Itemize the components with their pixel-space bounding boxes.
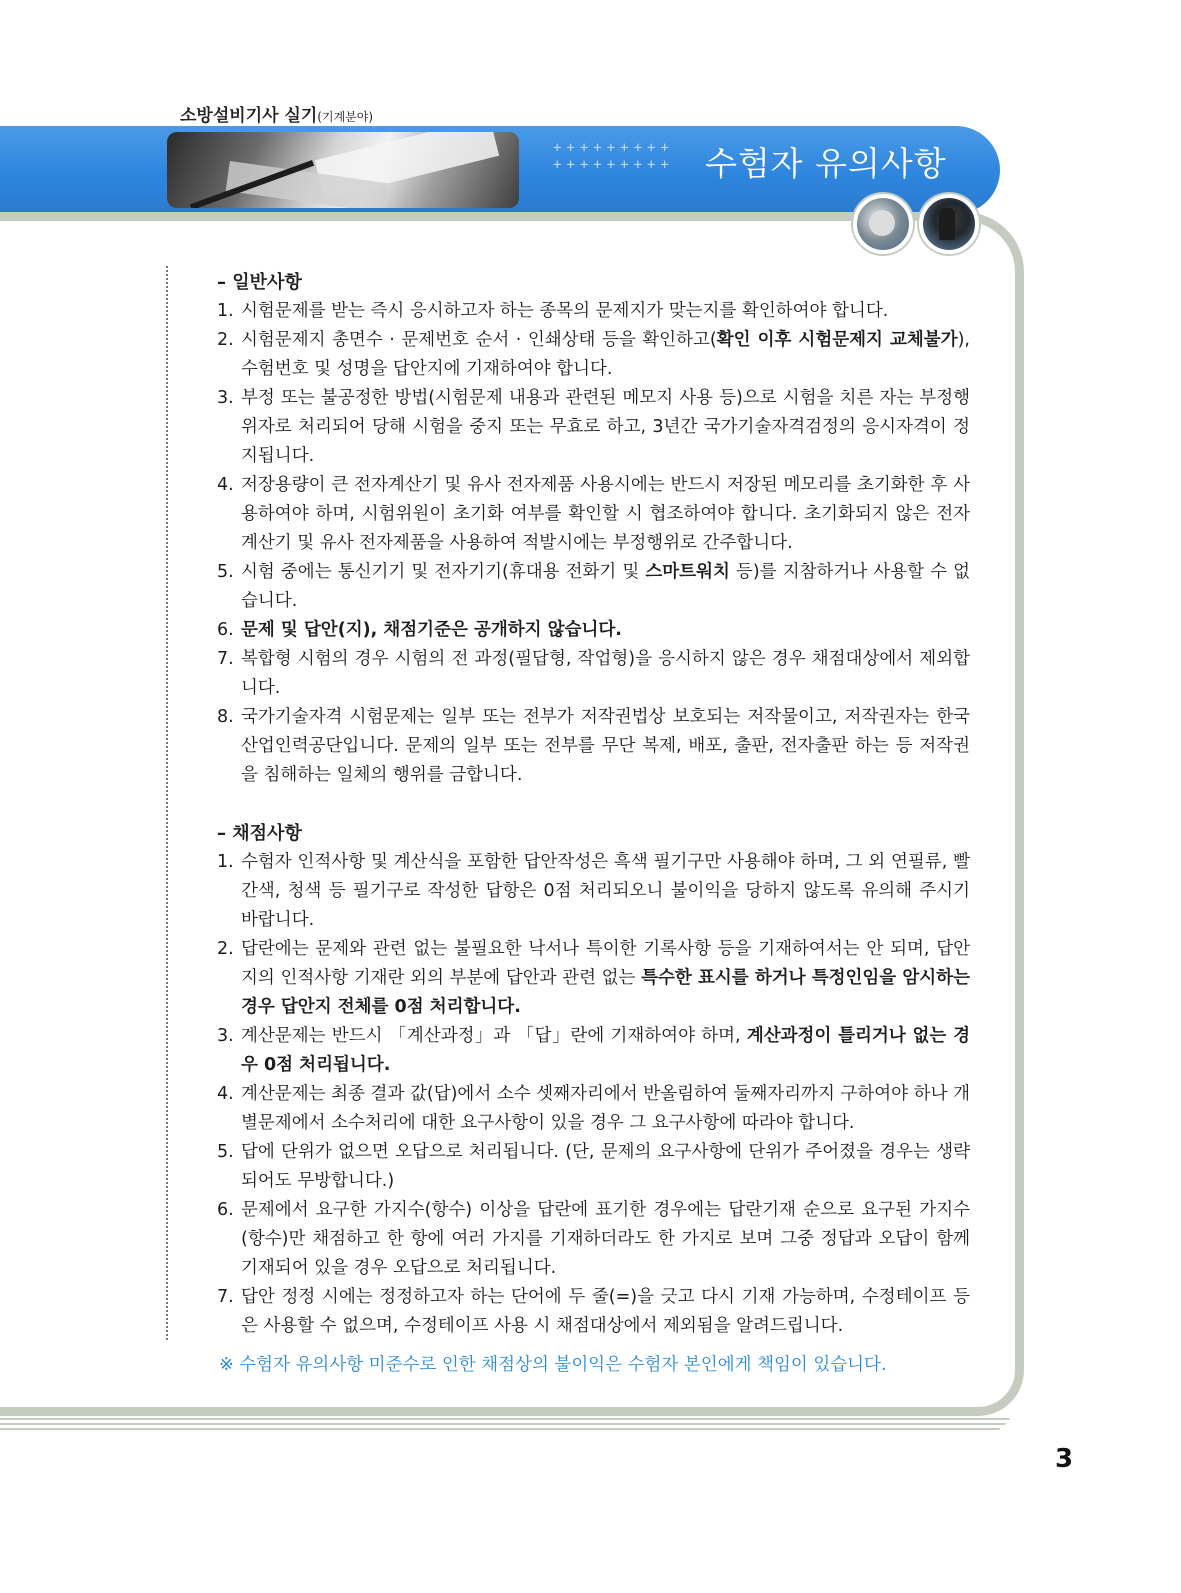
frame-stack-line	[0, 1418, 1010, 1420]
plus-row: +++++++++	[553, 140, 674, 156]
stethoscope-photo-icon	[853, 194, 913, 254]
item-number: 1.	[217, 301, 234, 321]
item-emphasis: 스마트워치	[645, 562, 730, 582]
notice-content	[217, 268, 970, 1380]
list-item	[217, 471, 970, 558]
circle-shape	[939, 208, 955, 240]
item-number: 3.	[217, 1026, 234, 1046]
item-emphasis: 계산과정이 틀리거나 없는 경우 0점 처리됩니다.	[241, 1026, 970, 1075]
plus-decoration	[553, 140, 674, 174]
book-title	[180, 101, 373, 126]
frame-stack-line	[0, 1423, 1006, 1425]
item-text: 시험 중에는 통신기기 및 전자기기(휴대용 전화기 및	[241, 562, 646, 582]
item-text: 문제에서 요구한 가지수(항수) 이상을 답란에 표기한 경우에는 답란기재 순으로 요구된 가지수(항수)만 채점하고 한 항에 여러 가지를 기재하더라도 한 가지로 보며 그중 정답과 오답이 함께 기재되어 있을 경우 오답으로 처리됩니다.	[241, 1200, 970, 1278]
plus-row: +++++++++	[553, 157, 674, 173]
item-number: 6.	[217, 620, 234, 640]
item-text: 국가기술자격 시험문제는 일부 또는 전부가 저작권법상 보호되는 저작물이고, 저작권자는 한국산업인력공단입니다. 문제의 일부 또는 전부를 무단 복제, 배포, 출판, 전자출판 하는 등 저작권을 침해하는 일체의 행위를 금합니다.	[241, 707, 970, 785]
microscope-photo-icon	[919, 194, 979, 254]
section-gap	[217, 790, 970, 819]
item-text: 시험문제지 총면수 · 문제번호 순서 · 인쇄상태 등을 확인하고(	[241, 330, 717, 350]
list-item	[217, 297, 970, 326]
grading-title-text: 채점사항	[232, 823, 302, 844]
item-text: ), 수험번호 및 성명을 답안지에 기재하여야 합니다.	[241, 330, 970, 379]
item-number: 2.	[217, 939, 234, 959]
item-text: 복합형 시험의 경우 시험의 전 과정(필답형, 작업형)을 응시하지 않은 경우 채점대상에서 제외합니다.	[241, 649, 970, 698]
item-number: 7.	[217, 649, 234, 669]
item-text: 답안 정정 시에는 정정하고자 하는 단어에 두 줄(=)을 긋고 다시 기재 가능하며, 수정테이프 등은 사용할 수 없으며, 수정테이프 사용 시 채점대상에서 제외됨을 알려드립니다.	[241, 1287, 970, 1336]
list-item	[217, 645, 970, 703]
item-number: 7.	[217, 1287, 234, 1307]
list-item	[217, 558, 970, 616]
item-number: 1.	[217, 852, 234, 872]
section-title: 수험자 유의사항	[705, 144, 947, 183]
item-number: 2.	[217, 330, 234, 350]
list-item	[217, 616, 970, 645]
item-text: 답란에는 문제와 관련 없는 불필요한 낙서나 특이한 기록사항 등을 기재하여서는 안 되며, 답안지의 인적사항 기재란 외의 부분에 답안과 관련 없는	[241, 939, 970, 988]
item-text: 등)를 지참하거나 사용할 수 없습니다.	[241, 562, 970, 611]
list-item	[217, 326, 970, 384]
item-text: 부정 또는 불공정한 방법(시험문제 내용과 관련된 메모지 사용 등)으로 시험을 치른 자는 부정행위자로 처리되어 당해 시험을 중지 또는 무효로 하고, 3년간 국가기술자격검정의 응시자격이 정지됩니다.	[241, 388, 970, 466]
item-text: 수험자 인적사항 및 계산식을 포함한 답안작성은 흑색 필기구만 사용해야 하며, 그 외 연필류, 빨간색, 청색 등 필기구로 작성한 답항은 0점 처리되오니 불이익을 당하지 않도록 유의해 주시기 바랍니다.	[241, 852, 970, 930]
responsibility-notice: ※ 수험자 유의사항 미준수로 인한 채점상의 불이익은 수험자 본인에게 책임이 있습니다.	[219, 1355, 887, 1375]
list-item	[217, 935, 970, 1022]
item-text: 계산문제는 최종 결과 값(답)에서 소수 셋째자리에서 반올림하여 둘째자리까지 구하여야 하나 개별문제에서 소수처리에 대한 요구사항이 있을 경우 그 요구사항에 따라야 합니다.	[241, 1084, 970, 1133]
general-section-title: – 일반사항	[217, 272, 302, 293]
list-item	[217, 384, 970, 471]
item-text: 계산문제는 반드시 「계산과정」과 「답」란에 기재하여야 하며,	[241, 1026, 747, 1046]
circle-shape	[869, 210, 895, 236]
frame-stack-line	[0, 1428, 1000, 1430]
item-text: 시험문제를 받는 즉시 응시하고자 하는 종목의 문제지가 맞는지를 확인하여야 합니다.	[241, 301, 889, 321]
item-emphasis: 문제 및 답안(지), 채점기준은 공개하지 않습니다.	[241, 620, 622, 640]
list-item	[217, 848, 970, 935]
item-number: 8.	[217, 707, 234, 727]
list-item	[217, 1138, 970, 1196]
item-number: 5.	[217, 1142, 234, 1162]
item-number: 6.	[217, 1200, 234, 1220]
item-emphasis: 특수한 표시를 하거나 특정인임을 암시하는 경우 답안지 전체를 0점 처리합니다.	[241, 968, 970, 1017]
book-title-main: 소방설비기사 실기	[180, 106, 318, 126]
book-title-sub: (기계분야)	[317, 110, 374, 124]
item-text: 답에 단위가 없으면 오답으로 처리됩니다. (단, 문제의 요구사항에 단위가 주어졌을 경우는 생략되어도 무방합니다.)	[241, 1142, 970, 1191]
list-item	[217, 1022, 970, 1080]
item-number: 3.	[217, 388, 234, 408]
list-item	[217, 1080, 970, 1138]
page-number: 3	[1055, 1444, 1074, 1474]
banner-photo	[167, 132, 519, 208]
dotted-margin-line	[166, 266, 168, 1340]
list-item	[217, 703, 970, 790]
general-title-text: 일반사항	[232, 272, 302, 293]
item-number: 4.	[217, 475, 234, 495]
item-number: 5.	[217, 562, 234, 582]
list-item	[217, 1283, 970, 1341]
general-list	[217, 297, 970, 790]
item-emphasis: 확인 이후 시험문제지 교체불가	[716, 330, 958, 350]
grading-list	[217, 848, 970, 1341]
item-text: 저장용량이 큰 전자계산기 및 유사 전자제품 사용시에는 반드시 저장된 메모리를 초기화한 후 사용하여야 하며, 시험위원이 초기화 여부를 확인할 시 협조하여야 합니다. 초기화되지 않은 전자계산기 및 유사 전자제품을 사용하여 적발시에는 부정행위로 간주합니다.	[241, 475, 970, 553]
list-item	[217, 1196, 970, 1283]
grading-section-title: – 채점사항	[217, 823, 302, 844]
item-number: 4.	[217, 1084, 234, 1104]
